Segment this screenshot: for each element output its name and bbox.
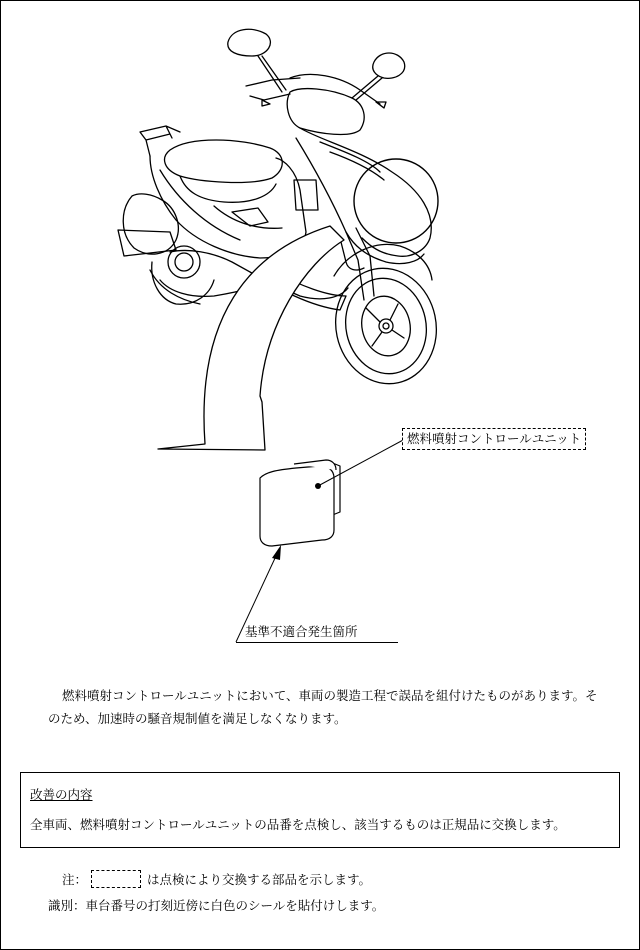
pointer-arrow-icon — [158, 226, 344, 450]
dashed-box-legend-icon — [91, 870, 141, 888]
note-prefix: 注： — [62, 872, 88, 887]
part-name-label: 燃料噴射コントロールユニット — [402, 428, 586, 450]
improvement-box — [20, 772, 620, 848]
defect-label-underline — [236, 642, 398, 643]
control-unit-icon — [260, 460, 340, 546]
mirror-left-icon — [228, 29, 286, 92]
improvement-text: 全車両、燃料噴射コントロールユニットの品番を点検し、該当するものは正規品に交換します。 — [30, 817, 566, 832]
location-circle — [354, 159, 438, 243]
improvement-title: 改善の内容 — [30, 787, 93, 802]
note-suffix: は点検により交換する部品を示します。 — [147, 872, 372, 887]
note-line — [62, 870, 371, 888]
identification-text: 識別：車台番号の打刻近傍に白色のシールを貼付けします。 — [48, 898, 385, 913]
description-paragraph: 燃料噴射コントロールユニットにおいて、車両の製造工程で誤品を組付けたものがあります。そのため、加速時の騒音規制値を満足しなくなります。 — [48, 688, 598, 726]
description-text — [48, 684, 600, 730]
mirror-right-icon — [352, 53, 405, 100]
defect-location-label: 基準不適合発生箇所 — [245, 624, 358, 639]
